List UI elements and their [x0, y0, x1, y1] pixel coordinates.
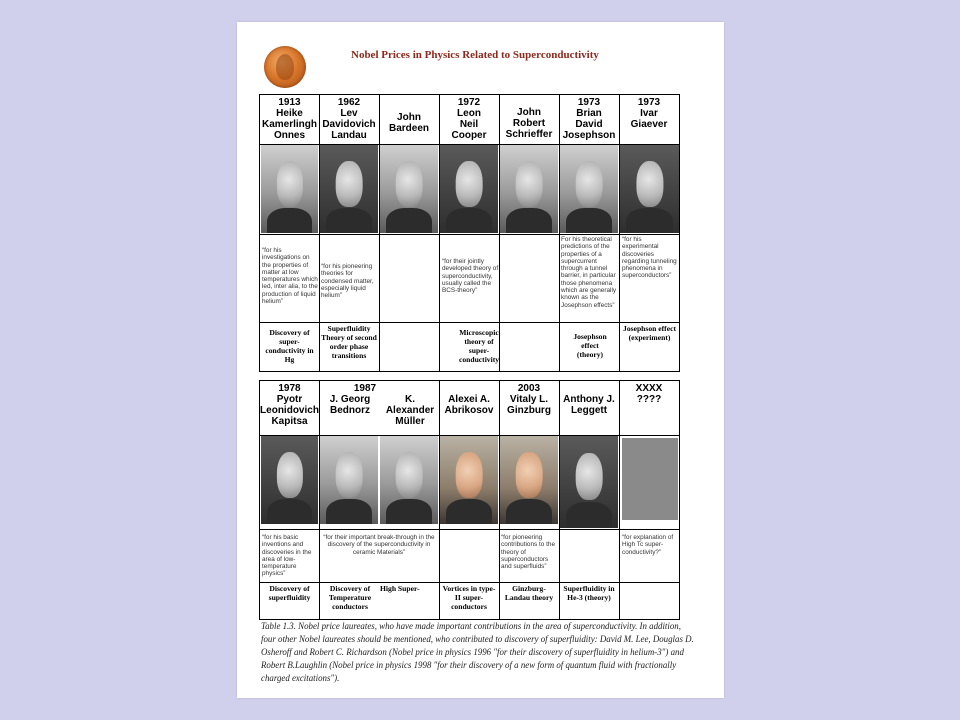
laureate-name-muller: K. Alexander Müller [385, 394, 435, 427]
discovery-ginzburg: Ginzburg-Landau theory [504, 584, 554, 602]
quote-landau: “for his pioneering theories for condensed matter, especially liquid helium” [321, 263, 374, 300]
portrait-cooper [440, 145, 498, 233]
discovery-bednorz: Discovery of Temperature conductors [328, 584, 372, 611]
portrait-placeholder [622, 438, 678, 520]
laureate-name-bednorz: J. Georg Bednorz [329, 394, 371, 416]
laureate-name-ginzburg: 2003 Vitaly L. Ginzburg [507, 383, 551, 416]
discovery-leggett: Superfluidity in He-3 (theory) [563, 584, 615, 602]
quote-giaever: “for his experimental discoveries regarding tunneling phenomena in superconductors” [622, 236, 677, 280]
portrait-abrikosov [440, 436, 498, 524]
page-title: Nobel Prices in Physics Related to Superconductivity [351, 49, 599, 61]
quote-bcs: “for their jointly developed theory of superconductivity, usually called the BCS-theory” [442, 258, 499, 295]
portrait-bardeen [380, 145, 438, 233]
laureate-name-schrieffer: John Robert Schrieffer [505, 107, 553, 140]
quote-onnes: “for his investigations on the properties of matter at low temperatures which led, inter alia, to the production of liquid helium” [262, 247, 318, 306]
laureate-name-kapitsa: 1978 Pyotr Leonidovich Kapitsa [260, 383, 319, 427]
laureate-name-bardeen: John Bardeen [388, 112, 429, 134]
laureate-name-leggett: Anthony J. Leggett [563, 394, 615, 416]
table-caption: Table 1.3. Nobel price laureates, who have made important contributions in the area of superconductivity. In addition, four other Nobel laureates should be mentioned, who contributed to discovery of superfluidity: David M. Lee, Douglas D. Osheroff and Robert C. Richardson (Nobel price in physics 1996 "for their discovery of superfluidity in helium-3") and Robert B.Laughlin (Nobel price in physics 1998 "for their discovery of a new form of quantum fluid with fractionally charged excitations"). [261, 621, 694, 683]
laureates-table-1978-2003 [259, 380, 680, 620]
portrait-ginzburg [500, 436, 558, 524]
portrait-schrieffer [500, 145, 558, 233]
nobel-medal-logo [264, 46, 306, 88]
portrait-landau [320, 145, 378, 233]
discovery-josephson: Josephson effect (theory) [573, 332, 607, 359]
laureates-table-1962-1973 [259, 94, 680, 372]
laureate-name-cooper: 1972 Leon Neil Cooper [451, 97, 487, 141]
laureate-name-landau: 1962 Lev Davidovich Landau [322, 97, 376, 141]
year-1987-label: 1987 [353, 383, 377, 394]
quote-kapitsa: “for his basic inventions and discoveries in the area of low-temperature physics” [262, 534, 312, 578]
discovery-bcs: Microscopic theory of super-conductivity [458, 328, 500, 364]
discovery-kapitsa: Discovery of superfluidity [268, 584, 311, 602]
portrait-josephson [560, 145, 618, 233]
portrait-kapitsa [261, 436, 318, 524]
laureate-name-onnes: 1913 Heike Kamerlingh Onnes [261, 97, 317, 141]
quote-josephson: For his theoretical predictions of the properties of a supercurrent through a tunnel barrier, in particular those phenomena which are generally known as the Josephson effects” [561, 236, 617, 309]
discovery-muller: High Super- [380, 584, 420, 593]
quote-abrikosov-ginzburg-leggett: “for pioneering contributions to the theory of superconductors and superfluids” [501, 534, 555, 571]
laureate-name-unknown: XXXX ???? [635, 383, 663, 405]
laureate-name-josephson: 1973 Brian David Josephson [562, 97, 616, 141]
portrait-giaever [620, 145, 679, 233]
discovery-onnes: Discovery of super-conductivity in Hg [265, 328, 314, 364]
portrait-onnes [261, 145, 318, 233]
quote-unknown: “for explanation of High Tc super-conductivity?” [622, 534, 674, 556]
discovery-landau: Superfluidity Theory of second order phase transitions [321, 324, 377, 360]
laureate-name-abrikosov: Alexei A. Abrikosov [444, 394, 494, 416]
discovery-giaever: Josephson effect (experiment) [623, 324, 676, 342]
discovery-abrikosov: Vortices in type-II super-conductors [442, 584, 496, 611]
quote-bednorz-muller: “for their important break-through in the discovery of the superconductivity in ceramic Materials” [323, 534, 435, 556]
portrait-muller [380, 436, 438, 524]
portrait-bednorz [320, 436, 378, 524]
portrait-leggett [560, 436, 618, 528]
document-page [237, 22, 724, 698]
laureate-name-giaever: 1973 Ivar Giaever [630, 97, 668, 130]
